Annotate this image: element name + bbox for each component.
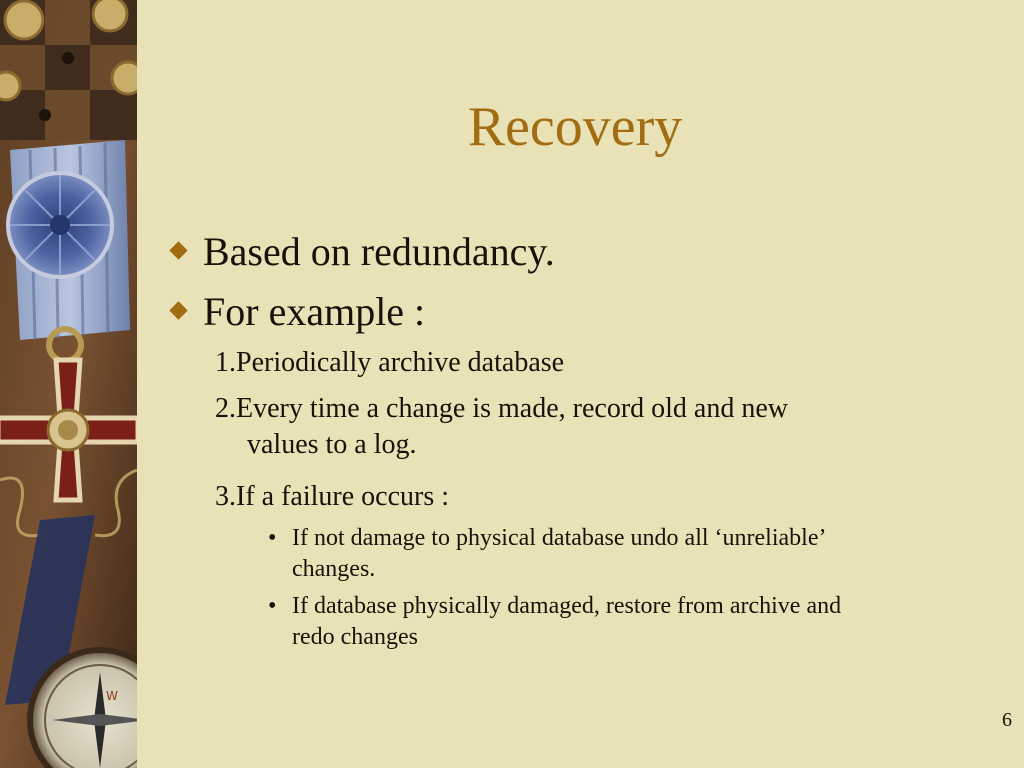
sub-bullet-text: If database physically damaged, restore from archive and — [292, 593, 842, 619]
svg-text:W: W — [106, 689, 118, 703]
sub-bullet-continuation: changes. — [292, 556, 376, 582]
numbered-item-continuation: values to a log. — [247, 429, 417, 460]
slide-title: Recovery — [467, 96, 683, 158]
decorative-image-strip — [0, 0, 137, 768]
numbered-item — [215, 345, 564, 381]
numbered-item-text: 3.If a failure occurs : — [215, 481, 449, 512]
diamond-bullet-icon — [169, 301, 187, 319]
numbered-item-text: 2.Every time a change is made, record old and new — [215, 393, 789, 424]
diamond-bullet-icon — [169, 241, 187, 259]
numbered-item — [215, 391, 788, 463]
bullet-text: Based on redundancy. — [203, 229, 555, 274]
numbered-item-text: 1.Periodically archive database — [215, 347, 565, 378]
sub-bullet-continuation: redo changes — [292, 624, 418, 650]
sub-bullet-item — [268, 591, 958, 653]
bullet-text: For example : — [203, 289, 426, 334]
numbered-item — [215, 479, 449, 515]
bullet-dot-icon: • — [268, 525, 277, 551]
sub-bullet-text: If not damage to physical database undo all ‘unreliable’ — [292, 525, 827, 551]
bullet-dot-icon: • — [268, 593, 277, 619]
page-number: 6 — [1002, 709, 1012, 731]
medals-illustration — [0, 0, 137, 768]
sub-bullet-item — [268, 523, 958, 585]
